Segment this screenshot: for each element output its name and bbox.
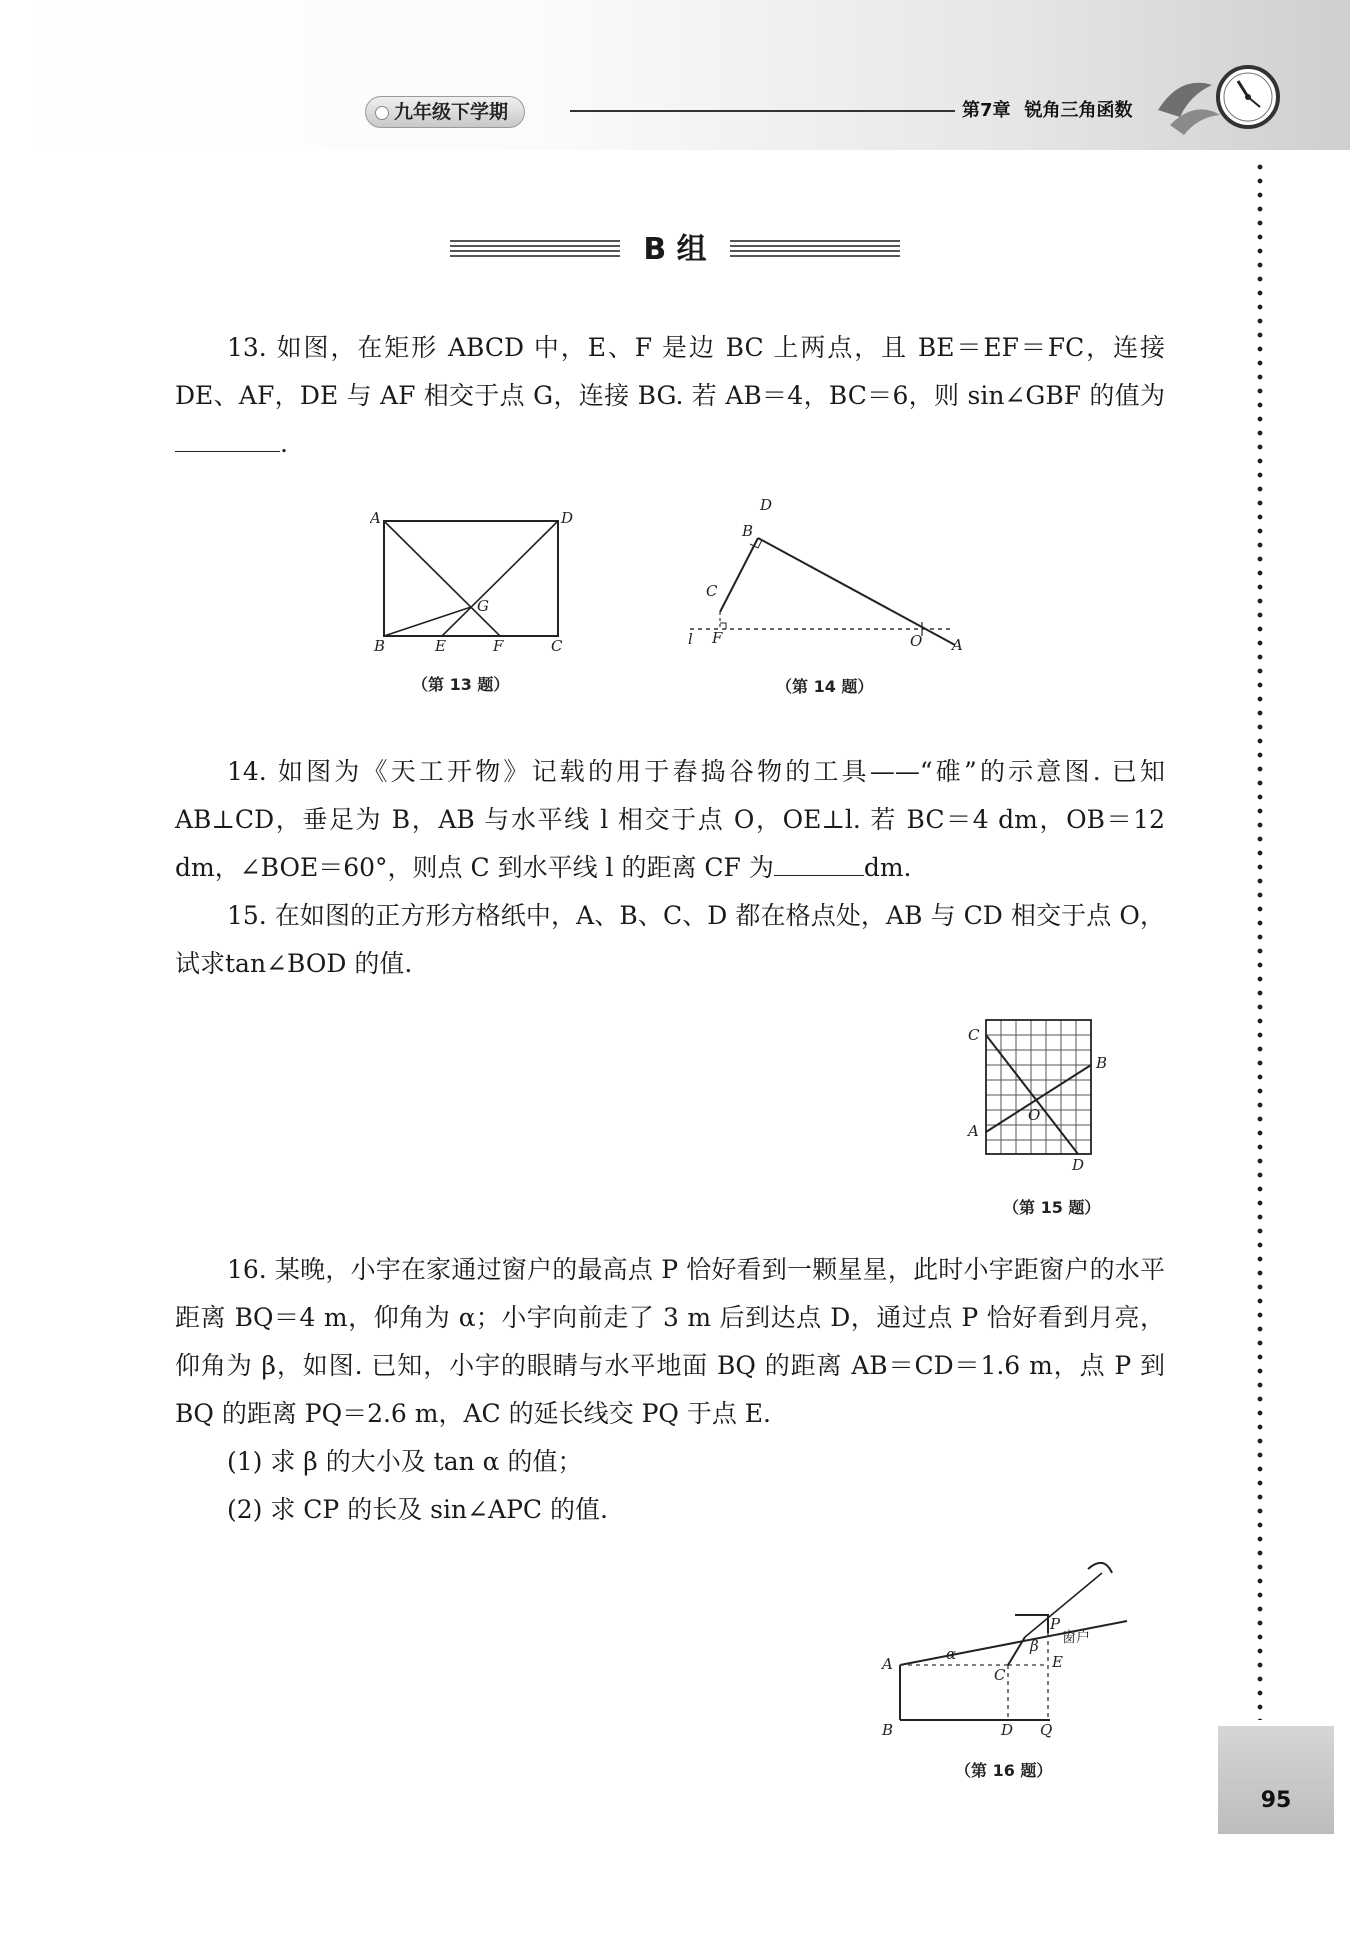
problem-15 (175, 892, 1165, 988)
label-e: E (435, 637, 446, 655)
label-alpha: α (946, 1645, 957, 1663)
problem-13-tail: . (280, 429, 288, 458)
label-o: O (1028, 1106, 1041, 1124)
caption-15: （第 15 题） (1003, 1198, 1101, 1217)
label-l: l (688, 630, 693, 648)
problem-16-q2: (2) 求 CP 的长及 sin∠APC 的值. (227, 1495, 608, 1524)
caption-14: （第 14 题） (776, 677, 874, 696)
label-a: A (370, 509, 381, 527)
segment-de (442, 521, 558, 636)
label-f: F (493, 637, 504, 655)
label-e: E (1052, 1653, 1063, 1671)
chapter-number: 第7章 (962, 100, 1011, 121)
figure-16 (880, 1555, 1140, 1745)
problem-16 (175, 1246, 1165, 1438)
caption-16: （第 16 题） (955, 1761, 1053, 1780)
label-beta: β (1030, 1637, 1039, 1655)
label-b: B (742, 522, 754, 540)
figure-13 (370, 505, 580, 655)
label-c: C (968, 1026, 980, 1044)
grid-border (986, 1020, 1091, 1154)
compass-runner-logo-icon (1150, 55, 1290, 145)
label-d: D (561, 509, 574, 527)
grid-lines (986, 1020, 1091, 1154)
page-tab (1218, 1726, 1334, 1834)
segment-af (384, 521, 500, 636)
answer-blank-13 (175, 426, 280, 452)
label-o: O (910, 632, 923, 650)
label-window: 窗户 (1062, 1630, 1090, 1646)
caption-13: （第 13 题） (412, 675, 510, 694)
label-p: P (1050, 1615, 1061, 1633)
chapter-title: 锐角三角函数 (1024, 100, 1133, 121)
label-b: B (1096, 1054, 1108, 1072)
problem-13 (175, 324, 1165, 468)
section-heading (450, 228, 900, 272)
sight-line-cp (1008, 1637, 1025, 1665)
label-a: A (882, 1655, 893, 1673)
figure-15-grid (960, 1010, 1130, 1175)
grade-label: 九年级下学期 (365, 96, 525, 128)
margin-dotted-line (1257, 160, 1263, 1720)
chapter-heading (962, 96, 1147, 126)
segment-dc (720, 538, 758, 612)
answer-blank-14 (774, 850, 864, 876)
label-c: C (994, 1666, 1006, 1684)
label-d: D (1072, 1156, 1085, 1174)
label-f: F (712, 629, 723, 647)
label-c: C (706, 582, 718, 600)
problem-16-q1: (1) 求 β 的大小及 tan α 的值； (227, 1447, 583, 1476)
problem-16-part-2 (175, 1486, 1165, 1534)
problem-14-tail: dm. (863, 853, 912, 882)
heading-bar-left (450, 240, 620, 260)
segment-bg (384, 607, 471, 636)
label-b: B (882, 1721, 894, 1739)
label-d: D (1001, 1721, 1014, 1739)
header-band (0, 0, 1350, 150)
label-a: A (968, 1122, 979, 1140)
heading-bar-right (730, 240, 900, 260)
problem-14 (175, 748, 1165, 892)
window-frame (1015, 1615, 1048, 1633)
section-title: B 组 (643, 232, 707, 267)
rectangle-abcd (384, 521, 558, 636)
problem-16-part-1 (175, 1438, 1165, 1486)
moon-icon (1088, 1563, 1112, 1573)
label-d: D (760, 496, 773, 514)
problem-16-text: 16. 某晚，小宇在家通过窗户的最高点 P 恰好看到一颗星星，此时小宇距窗户的水平距离 BQ＝4 m，仰角为 α；小宇向前走了 3 m 后到达点 D，通过点 P 恰好看到月亮，仰角为 β，如图. 已知，小宇的眼睛与水平地面 BQ 的距离 AB＝CD＝1.6 m，点 P 到BQ 的距离 PQ＝2.6 m，AC 的延长线交 PQ 于点 E. (175, 1255, 1165, 1428)
problem-13-text: 13. 如图，在矩形 ABCD 中，E、F 是边 BC 上两点，且 BE＝EF＝FC，连接 DE、AF，DE 与 AF 相交于点 G，连接 BG. 若 AB＝4，BC＝6，则 sin∠GBF 的值为 (175, 333, 1165, 410)
page-number: 95 (1260, 1788, 1292, 1813)
problem-14-text: 14. 如图为《天工开物》记载的用于舂捣谷物的工具——“碓”的示意图. 已知 AB⊥CD，垂足为 B，AB 与水平线 l 相交于点 O，OE⊥l. 若 BC＝4 dm，OB＝12 dm，∠BOE＝60°，则点 C 到水平线 l 的距离 CF 为 (175, 757, 1165, 882)
label-b: B (374, 637, 386, 655)
label-c: C (551, 637, 563, 655)
figure-14 (680, 492, 970, 662)
sight-line-ap (900, 1621, 1127, 1665)
label-q: Q (1040, 1721, 1053, 1739)
label-g: G (477, 597, 489, 615)
label-a: A (952, 636, 963, 654)
problem-15-text: 15. 在如图的正方形方格纸中，A、B、C、D 都在格点处，AB 与 CD 相交于点 O，试求tan∠BOD 的值. (175, 901, 1165, 978)
header-rule (570, 110, 955, 112)
